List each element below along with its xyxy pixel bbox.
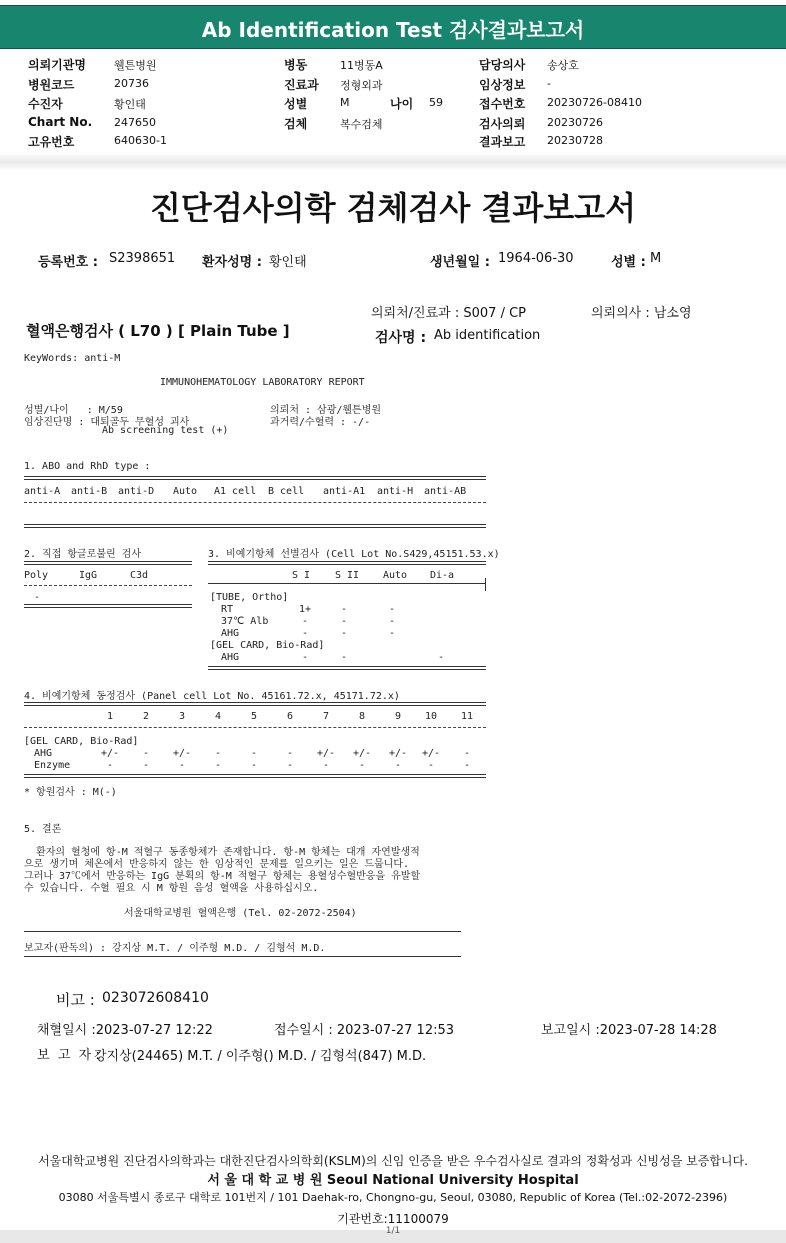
antigen-test: * 항원검사 : M(-)	[24, 787, 117, 798]
ward-value: 11병동A	[340, 59, 383, 72]
specimen-value: 복수검체	[340, 118, 383, 131]
reporters-rule-bottom	[24, 956, 461, 957]
panel-cell: -	[214, 748, 222, 759]
request-date-value: 20230726	[547, 116, 603, 129]
panel-col: 8	[358, 711, 366, 722]
receipt-no-value: 20230726-08410	[547, 96, 642, 109]
screen-col-dia: Di-a	[430, 570, 455, 581]
panel-col: 5	[250, 711, 258, 722]
note-value: 023072608410	[102, 990, 209, 1006]
hospital-code-label: 병원코드	[28, 78, 75, 92]
referring-doctor: 의뢰의사 : 남소영	[591, 306, 692, 321]
panel-col: 3	[178, 711, 186, 722]
report-title: 진단검사의학 검체검사 결과보고서	[150, 189, 636, 227]
report-time: 보고일시 :2023-07-28 14:28	[541, 1023, 717, 1038]
panel-cell: -	[250, 748, 258, 759]
patient-name-label: 환자성명 :	[202, 255, 262, 270]
panel-cell: -	[394, 760, 402, 771]
specimen-label: 검체	[284, 117, 308, 131]
panel-cell: -	[322, 760, 330, 771]
screening-line: Ab screening test (+)	[102, 425, 229, 436]
report-date-value: 20230728	[547, 134, 603, 147]
screen-rule-bottom	[208, 666, 486, 670]
test-group-tube: [ Plain Tube ]	[177, 322, 290, 340]
dat-section-title: 2. 직접 항글로불린 검사	[24, 549, 142, 560]
request-date-label: 검사의뢰	[479, 117, 526, 131]
abo-section-title: 1. ABO and RhD type :	[24, 461, 151, 472]
test-group-name: 혈액은행검사 ( L70 )	[26, 322, 178, 340]
department-label: 진료과	[284, 78, 319, 92]
screen-col-s1: S I	[292, 570, 311, 581]
history-line: 과거력/수혈력 : -/-	[270, 417, 371, 428]
screen-cell: -	[301, 616, 309, 627]
screen-rule-top	[208, 561, 486, 565]
hospital-code-value: 20736	[114, 77, 149, 90]
diagnosis-line: 임상진단명 : 대퇴골두 무혈성 괴사	[24, 417, 190, 428]
report-date-label: 결과보고	[479, 135, 526, 149]
final-reporter-label: 보 고 자 :	[37, 1048, 100, 1063]
reporters-rule-top	[24, 931, 461, 932]
screen-gel-cell: -	[301, 652, 309, 663]
report-sex-value: M	[650, 251, 662, 266]
blood-bank-contact: 서울대학교병원 혈액은행 (Tel. 02-2072-2504)	[124, 908, 357, 919]
panel-gel-label: [GEL CARD, Bio-Rad]	[24, 736, 139, 747]
panel-cell: -	[427, 760, 435, 771]
panel-cell: -	[142, 748, 150, 759]
panel-col: 6	[286, 711, 294, 722]
panel-section-title: 4. 비예기항체 동정검사 (Panel cell Lot No. 45161.72.x, 45171.72.x)	[24, 691, 400, 702]
reg-no-label: 등록번호 :	[38, 255, 98, 270]
panel-rule-top	[24, 702, 486, 706]
panel-cell: -	[286, 748, 294, 759]
dat-rule-bottom	[24, 604, 192, 608]
lab-heading: IMMUNOHEMATOLOGY LABORATORY REPORT	[160, 377, 365, 388]
screen-rule-tick	[485, 578, 486, 591]
panel-rule-mid	[24, 727, 486, 728]
panel-cell: +/-	[421, 748, 441, 759]
conclusion-line: 으로 생기며 체온에서 반응하지 않는 한 임상적인 문제를 일으키는 일은 드뭅니다.	[24, 859, 410, 870]
department-value: 정형외과	[340, 79, 383, 92]
note-label: 비고 :	[56, 991, 95, 1009]
clinical-info-value: -	[547, 77, 551, 90]
panel-cell: -	[463, 760, 471, 771]
report-sex-label: 성별 :	[611, 255, 646, 270]
sex-value: M	[340, 96, 350, 109]
panel-col: 4	[214, 711, 222, 722]
panel-cell: -	[178, 760, 186, 771]
hospital-name-label: 의뢰기관명	[28, 58, 86, 72]
screen-col-s2: S II	[335, 570, 360, 581]
panel-col: 2	[142, 711, 150, 722]
dob-label: 생년월일 :	[430, 255, 490, 270]
panel-cell: +/-	[316, 748, 336, 759]
panel-col: 11	[460, 711, 474, 722]
abo-col-anti-a1: anti-A1	[323, 486, 366, 497]
panel-row-name: Enzyme	[34, 760, 71, 771]
abo-col-auto: Auto	[173, 486, 198, 497]
dat-col-igg: IgG	[79, 570, 98, 581]
panel-cell: +/-	[388, 748, 408, 759]
panel-rule-bottom	[24, 774, 486, 778]
patient-value: 황인태	[114, 98, 146, 111]
report-banner	[0, 5, 786, 49]
screen-cell: -	[388, 604, 396, 615]
screen-col-auto: Auto	[383, 570, 408, 581]
abo-col-anti-d: anti-D	[118, 486, 155, 497]
screen-gel-label: [GEL CARD, Bio-Rad]	[210, 640, 325, 651]
final-reporter-value: 강지상(24465) M.T. / 이주형() M.D. / 김형석(847) M.D.	[94, 1049, 427, 1064]
screen-cell: -	[340, 604, 348, 615]
test-name-label: 검사명 :	[375, 330, 427, 346]
banner-title: Ab Identification Test 검사결과보고서	[201, 18, 585, 42]
dob-value: 1964-06-30	[498, 251, 574, 266]
conclusion-title: 5. 결론	[24, 824, 62, 835]
abo-col-a1-cell: A1 cell	[214, 486, 257, 497]
conclusion-line: 환자의 혈청에 항-M 적혈구 동종항체가 존재합니다. 항-M 항체는 대개 자연발생적	[24, 847, 420, 858]
dat-rule-mid	[24, 585, 192, 586]
sex-label: 성별	[284, 97, 308, 111]
ward-label: 병동	[284, 58, 308, 72]
screen-cell: -	[388, 616, 396, 627]
screen-cell: -	[301, 628, 309, 639]
abo-col-b-cell: B cell	[268, 486, 305, 497]
panel-col: 7	[322, 711, 330, 722]
receipt-time: 접수일시 : 2023-07-27 12:53	[274, 1023, 455, 1038]
keywords: KeyWords: anti-M	[24, 353, 121, 364]
conclusion-line: 수 있습니다. 수혈 필요 시 M 항원 음성 혈액을 사용하십시오.	[24, 883, 319, 894]
panel-cell: -	[250, 760, 258, 771]
physician-value: 송상호	[547, 59, 579, 72]
panel-col: 10	[424, 711, 438, 722]
panel-cell: -	[142, 760, 150, 771]
panel-cell: -	[214, 760, 222, 771]
unique-no-value: 640630-1	[114, 134, 167, 147]
hospital-name-footer: 서 울 대 학 교 병 원 Seoul National University Hospital	[207, 1173, 579, 1188]
patient-name-value: 황인태	[269, 255, 307, 270]
screen-gel-row-name: AHG	[221, 652, 240, 663]
panel-col: 9	[394, 711, 402, 722]
clinical-info-label: 임상정보	[479, 78, 526, 92]
dept-info: 의뢰처/진료과 : S007 / CP	[371, 306, 526, 321]
screen-gel-cell: -	[340, 652, 348, 663]
hospital-name-value: 웰튼병원	[114, 59, 157, 72]
unique-no-label: 고유번호	[28, 135, 75, 149]
panel-cell: -	[286, 760, 294, 771]
panel-col: 1	[106, 711, 114, 722]
panel-cell: -	[463, 748, 471, 759]
panel-cell: +/-	[172, 748, 192, 759]
abo-rule-mid	[24, 502, 486, 503]
org-number: 기관번호:11100079	[337, 1212, 449, 1226]
age-label: 나이	[390, 97, 414, 111]
page-number: 1/1	[385, 1226, 401, 1236]
test-group-title	[26, 320, 290, 341]
reporters-line: 보고자(판독의) : 강지상 M.T. / 이주형 M.D. / 김형석 M.D.	[24, 943, 326, 954]
page-separator	[0, 153, 786, 171]
panel-cell: +/-	[352, 748, 372, 759]
panel-row-name: AHG	[34, 748, 53, 759]
abo-col-anti-h: anti-H	[377, 486, 414, 497]
screen-section-title: 3. 비예기항체 선별검사 (Cell Lot No.S429,45151.53.x)	[208, 549, 500, 560]
screen-row-name: RT	[221, 604, 234, 615]
test-name-value: Ab identification	[434, 328, 541, 343]
abo-rule-top	[24, 476, 486, 480]
abo-col-anti-ab: anti-AB	[424, 486, 467, 497]
panel-cell: +/-	[100, 748, 120, 759]
age-value: 59	[429, 96, 443, 109]
screen-cell: -	[340, 628, 348, 639]
screen-cell: -	[340, 616, 348, 627]
physician-label: 담당의사	[479, 58, 526, 72]
screen-cell: -	[388, 628, 396, 639]
screen-tube-label: [TUBE, Ortho]	[210, 592, 289, 603]
screen-rule-mid	[208, 583, 486, 584]
screen-cell: 1+	[298, 604, 312, 615]
conclusion-line: 그러나 37℃에서 반응하는 IgG 분획의 항-M 적혈구 항체는 용혈성수혈반응을 유발할	[24, 871, 421, 882]
abo-col-anti-b: anti-B	[71, 486, 108, 497]
dat-col-c3d: C3d	[130, 570, 149, 581]
sex-age-line: 성별/나이 : M/59	[24, 405, 123, 416]
receipt-no-label: 접수번호	[479, 97, 526, 111]
referrer-line: 의뢰처 : 삼광/웰튼병원	[270, 405, 382, 416]
certification-text: 서울대학교병원 진단검사의학과는 대한진단검사의학회(KSLM)의 신임 인증을 받은 우수검사실로 결과의 정확성과 신빙성을 보증합니다.	[38, 1154, 748, 1168]
chart-no-value: 247650	[114, 116, 156, 129]
screen-row-name: 37℃ Alb	[221, 616, 269, 627]
panel-cell: -	[106, 760, 114, 771]
chart-no-label: Chart No.	[28, 115, 93, 129]
hospital-address: 03080 서울특별시 종로구 대학로 101번지 / 101 Daehak-ro, Chongno-gu, Seoul, 03080, Republic of Korea (Tel.:02-2072-2396)	[58, 1191, 728, 1204]
abo-rule-bottom	[24, 524, 486, 528]
screen-row-name: AHG	[221, 628, 240, 639]
screen-gel-cell: -	[437, 652, 445, 663]
dat-rule-top	[24, 561, 192, 565]
abo-col-anti-a: anti-A	[24, 486, 61, 497]
panel-cell: -	[358, 760, 366, 771]
dat-col-poly: Poly	[24, 570, 49, 581]
patient-label: 수진자	[28, 97, 63, 111]
dat-result: -	[34, 592, 41, 603]
reg-no-value: S2398651	[109, 251, 176, 266]
collection-time: 채혈일시 :2023-07-27 12:22	[37, 1023, 213, 1038]
